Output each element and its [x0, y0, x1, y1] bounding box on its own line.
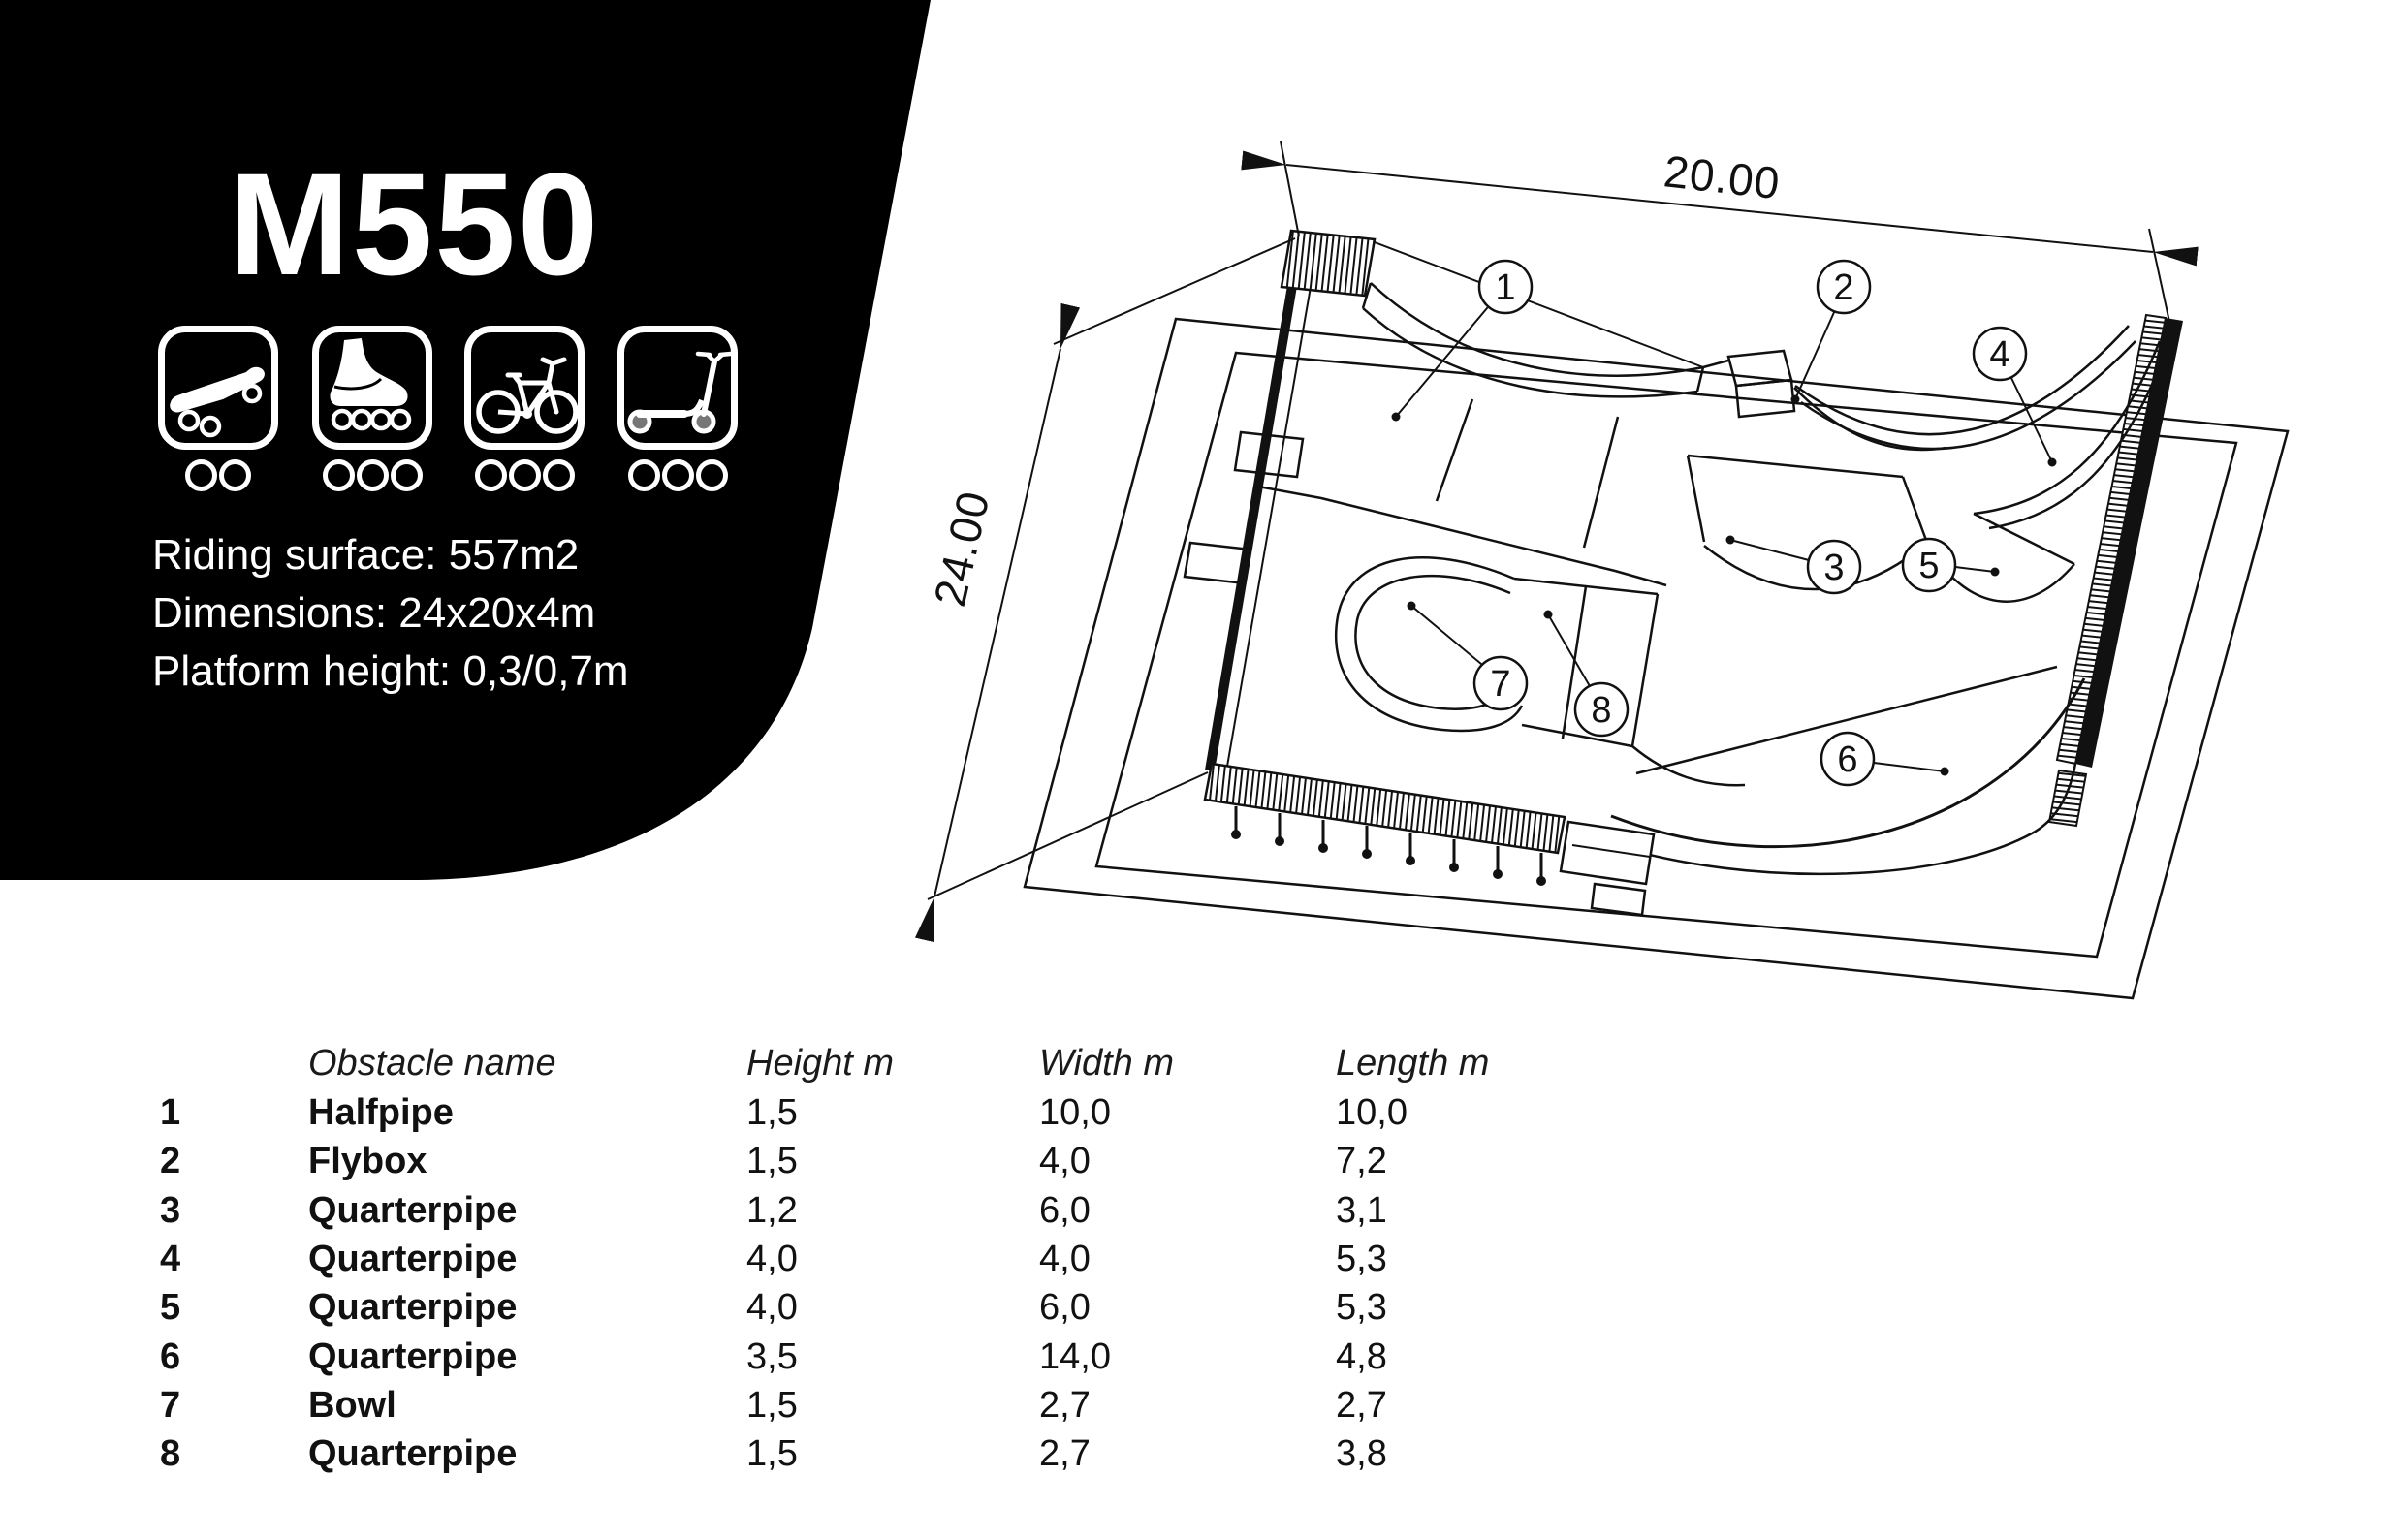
obstacle-length: 10,0: [1336, 1092, 1408, 1133]
page-title: M550: [229, 142, 601, 305]
bowl-shape: [1336, 557, 1745, 785]
obstacle-height: 1,5: [746, 1384, 798, 1426]
obstacle-number: 8: [160, 1433, 181, 1475]
obstacle-width: 6,0: [1039, 1189, 1091, 1231]
callout-5: [1903, 539, 2000, 591]
obstacle-number: 1: [160, 1092, 181, 1133]
callout-7: [1408, 602, 1528, 710]
callout-1: [1392, 261, 1533, 422]
obstacle-length: 2,7: [1336, 1384, 1387, 1426]
svg-text:7: 7: [1490, 664, 1511, 705]
obstacle-number: 7: [160, 1384, 181, 1426]
obstacle-width: 2,7: [1039, 1433, 1091, 1475]
callout-2: [1791, 261, 1871, 404]
obstacle-width: 6,0: [1039, 1287, 1091, 1329]
obstacle-name: Halfpipe: [308, 1092, 454, 1133]
obstacle-number: 2: [160, 1141, 181, 1182]
callout-3: [1726, 536, 1861, 594]
obstacle-height: 1,5: [746, 1092, 798, 1133]
dimension-width: [1281, 141, 2169, 322]
obstacle-height: 4,0: [746, 1287, 798, 1329]
obstacle-name: Bowl: [308, 1384, 396, 1426]
callout-8: [1544, 611, 1629, 737]
obstacle-name: Quarterpipe: [308, 1238, 518, 1279]
svg-text:6: 6: [1837, 739, 1858, 780]
svg-text:4: 4: [1989, 334, 2010, 375]
obstacle-length: 5,3: [1336, 1238, 1387, 1279]
dimension-width-label: 20.00: [1661, 145, 1784, 209]
obstacle-number: 3: [160, 1189, 181, 1231]
obstacle-number: 6: [160, 1336, 181, 1377]
obstacle-name: Quarterpipe: [308, 1433, 518, 1475]
obstacle-width: 4,0: [1039, 1141, 1091, 1182]
obstacle-name: Flybox: [308, 1141, 427, 1182]
obstacle-length: 7,2: [1336, 1141, 1387, 1182]
obstacle-height: 1,2: [746, 1189, 798, 1231]
riding-surface-text: Riding surface: 557m2: [152, 531, 580, 579]
obstacle-name: Quarterpipe: [308, 1287, 518, 1329]
dimensions-text: Dimensions: 24x20x4m: [152, 589, 596, 637]
obstacle-width: 10,0: [1039, 1092, 1111, 1133]
svg-text:2: 2: [1833, 267, 1854, 308]
obstacle-height: 3,5: [746, 1336, 798, 1377]
header-obstacle-name: Obstacle name: [308, 1043, 556, 1084]
grind-rail-strip: [1205, 764, 1654, 915]
callout-6: [1821, 733, 1949, 785]
obstacle-width: 14,0: [1039, 1336, 1111, 1377]
svg-text:8: 8: [1591, 690, 1612, 731]
obstacle-height: 1,5: [746, 1433, 798, 1475]
svg-text:3: 3: [1823, 548, 1845, 588]
dimension-depth-label: 24.00: [924, 486, 999, 612]
obstacle-width: 2,7: [1039, 1384, 1091, 1426]
svg-text:5: 5: [1918, 546, 1940, 586]
header-height: Height m: [746, 1043, 895, 1084]
obstacle-number: 4: [160, 1238, 181, 1279]
obstacle-height: 4,0: [746, 1238, 798, 1279]
left-wall: [1210, 231, 1375, 777]
obstacle-height: 1,5: [746, 1141, 798, 1182]
obstacle-length: 3,1: [1336, 1189, 1387, 1231]
svg-text:1: 1: [1495, 267, 1516, 308]
platform-height-text: Platform height: 0,3/0,7m: [152, 647, 629, 695]
callouts: [1392, 261, 2057, 785]
obstacle-name: Quarterpipe: [308, 1189, 518, 1231]
obstacle-length: 5,3: [1336, 1287, 1387, 1329]
obstacle-length: 3,8: [1336, 1433, 1387, 1475]
obstacle-name: Quarterpipe: [308, 1336, 518, 1377]
header-length: Length m: [1336, 1043, 1490, 1084]
header-width: Width m: [1039, 1043, 1175, 1084]
flybox-shape: [1703, 326, 2136, 450]
obstacle-number: 5: [160, 1287, 181, 1329]
obstacle-length: 4,8: [1336, 1336, 1387, 1377]
obstacle-width: 4,0: [1039, 1238, 1091, 1279]
